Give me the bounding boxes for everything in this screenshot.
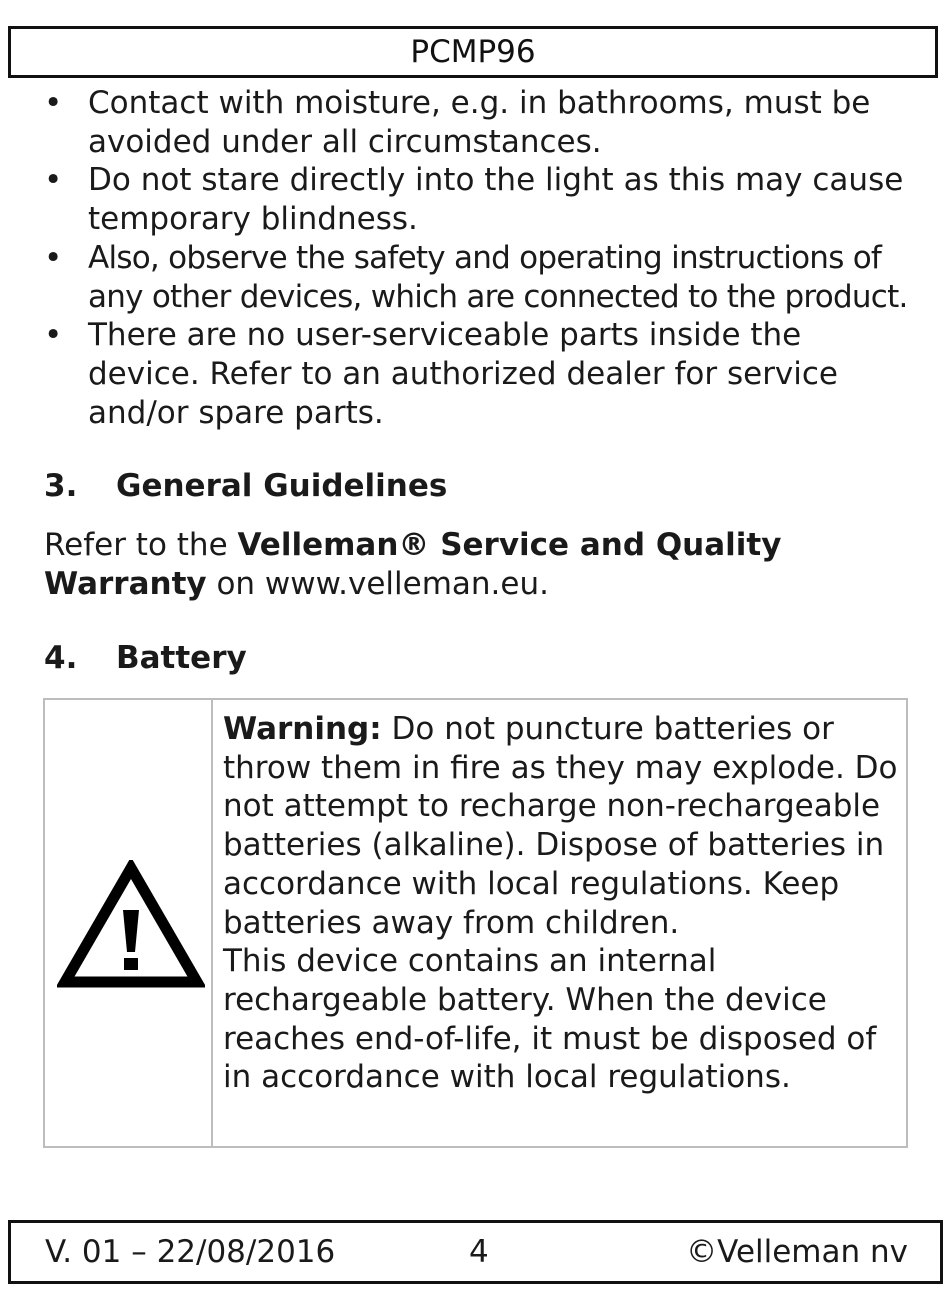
page-header: [8, 26, 938, 78]
bullet-icon: •: [44, 85, 63, 121]
bullet-text: There are no user-serviceable parts inside the device. Refer to an authorized dealer for service and/or spare parts.: [88, 317, 839, 431]
bullet-icon: •: [44, 162, 63, 199]
warning-icon-cell: [45, 700, 213, 1146]
bullet-text: Contact with moisture, e.g. in bathrooms, must be avoided under all circumstances.: [88, 85, 871, 160]
page-number: 4: [469, 1234, 489, 1270]
section-title: Battery: [116, 640, 247, 676]
battery-warning-paragraph: [223, 710, 903, 942]
list-item: [0, 84, 950, 161]
battery-warning-table: [43, 698, 908, 1148]
section-number: 4.: [44, 640, 78, 676]
guidelines-prefix: Refer to the: [44, 527, 238, 563]
warning-triangle-icon: [57, 860, 205, 990]
page-footer: [8, 1220, 943, 1284]
list-item: [0, 239, 950, 316]
bullet-icon: •: [44, 317, 63, 354]
section-number: 3.: [44, 468, 78, 504]
version-date: V. 01 – 22/08/2016: [45, 1234, 336, 1270]
product-code: PCMP96: [410, 34, 536, 70]
list-item: [0, 316, 950, 432]
warning-label: Warning:: [223, 711, 382, 747]
list-item: [0, 161, 950, 238]
section-title: General Guidelines: [116, 468, 448, 504]
section-heading-battery: [44, 638, 247, 678]
warranty-name: Velleman® Service and Quality Warranty: [44, 527, 782, 602]
copyright: ©Velleman nv: [686, 1234, 908, 1270]
general-guidelines-text: [44, 526, 924, 604]
bullet-text: Do not stare directly into the light as this may cause temporary blindness.: [88, 162, 904, 238]
warning-text-cell: [223, 710, 903, 1097]
internal-battery-paragraph: This device contains an internal rechargeable battery. When the device reaches end-of-life, it must be disposed of in accordance with local regulations.: [223, 943, 877, 1096]
warning-text: Do not puncture batteries or throw them in fire as they may explode. Do not attempt to recharge non-rechargeable batteries (alkaline). Dispose of batteries in accordance with local regulations. Keep batteries away from children.: [223, 711, 898, 941]
guidelines-suffix: on www.velleman.eu.: [206, 566, 549, 602]
bullet-text: Also, observe the safety and operating instructions of any other devices, which are connected to the product.: [88, 239, 908, 315]
section-heading-general-guidelines: [44, 466, 447, 506]
safety-bullet-list: [0, 84, 950, 432]
bullet-icon: •: [44, 239, 63, 276]
